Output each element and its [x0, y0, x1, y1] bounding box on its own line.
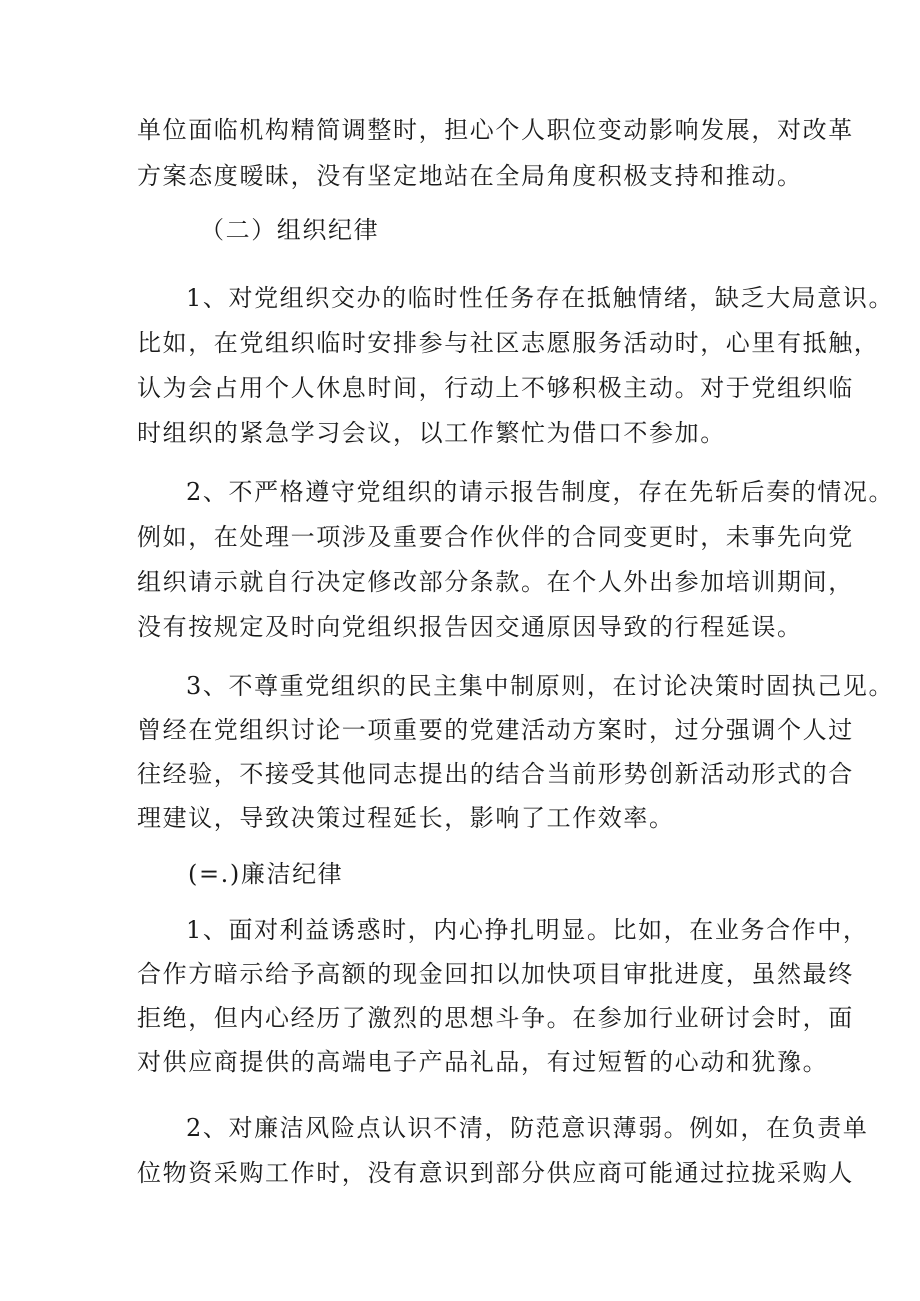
paragraph-line: 曾经在党组织讨论一项重要的党建活动方案时，过分强调个人过 — [137, 716, 854, 744]
section-heading-integrity-discipline: (=.)廉洁纪律 — [188, 860, 344, 888]
paragraph-line: 往经验，不接受其他同志提出的结合当前形势创新活动形式的合 — [137, 760, 854, 788]
paragraph-line: 时组织的紧急学习会议，以工作繁忙为借口不参加。 — [137, 419, 726, 447]
section-heading-organizational-discipline: （二）组织纪律 — [200, 216, 380, 244]
paragraph-line: 单位面临机构精简调整时，担心个人职位变动影响发展，对改革 — [137, 116, 854, 144]
paragraph-line: 位物资采购工作时，没有意识到部分供应商可能通过拉拢采购人 — [137, 1159, 854, 1187]
paragraph-line: 认为会占用个人休息时间，行动上不够积极主动。对于党组织临 — [137, 374, 854, 402]
paragraph-line: 2、不严格遵守党组织的请示报告制度，存在先斩后奏的情况。 — [186, 478, 895, 506]
paragraph-line: 1、对党组织交办的临时性任务存在抵触情绪，缺乏大局意识。 — [186, 284, 895, 312]
paragraph-line: 没有按规定及时向党组织报告因交通原因导致的行程延误。 — [137, 613, 803, 641]
paragraph-line: 方案态度暧昧，没有坚定地站在全局角度积极支持和推动。 — [137, 162, 803, 190]
paragraph-line: 2、对廉洁风险点认识不清，防范意识薄弱。例如，在负责单 — [186, 1114, 869, 1142]
paragraph-line: 比如，在党组织临时安排参与社区志愿服务活动时，心里有抵触， — [137, 329, 880, 357]
paragraph-line: 1、面对利益诱惑时，内心挣扎明显。比如，在业务合作中， — [186, 916, 869, 944]
paragraph-line: 合作方暗示给予高额的现金回扣以加快项目审批进度，虽然最终 — [137, 960, 854, 988]
paragraph-line: 理建议，导致决策过程延长，影响了工作效率。 — [137, 804, 675, 832]
paragraph-line: 拒绝，但内心经历了激烈的思想斗争。在参加行业研讨会时，面 — [137, 1004, 854, 1032]
paragraph-line: 对供应商提供的高端电子产品礼品，有过短暂的心动和犹豫。 — [137, 1048, 829, 1076]
paragraph-line: 例如，在处理一项涉及重要合作伙伴的合同变更时，未事先向党 — [137, 523, 854, 551]
paragraph-line: 组织请示就自行决定修改部分条款。在个人外出参加培训期间， — [137, 568, 854, 596]
paragraph-line: 3、不尊重党组织的民主集中制原则，在讨论决策时固执己见。 — [186, 672, 895, 700]
